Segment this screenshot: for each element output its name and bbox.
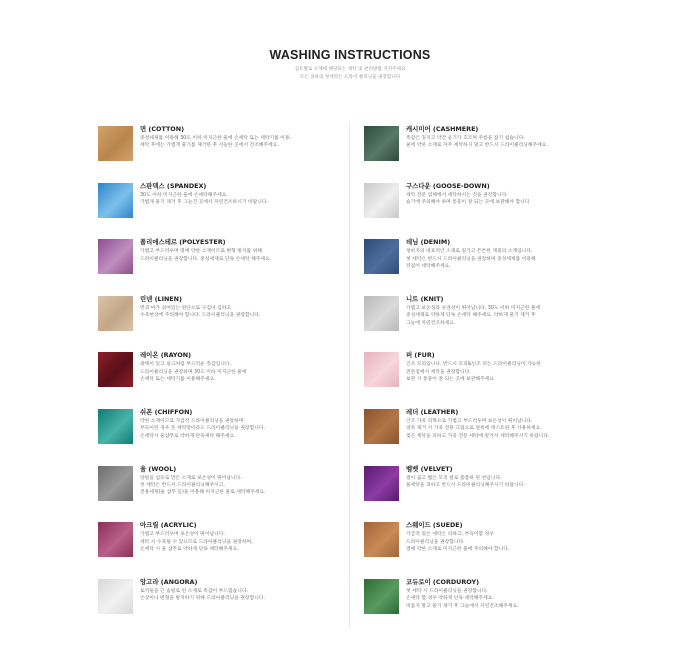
fabric-swatch-image: [98, 409, 133, 444]
description-line: 토끼털을 긴 솜털로 된 소재로 촉감이 부드럽습니다.: [140, 588, 248, 594]
description-line: 비틀지 말고 물기 제거 후 그늘에서 자연건조해주세요.: [406, 603, 519, 609]
description-line: 첫 세탁은 반드시 드라이클리닝해주시고,: [140, 483, 225, 488]
description-line: 청바지의 대표적인 소재로 질기고 튼튼한 재질의 소재입니다.: [406, 249, 533, 255]
fabric-item-rayon: [98, 348, 388, 388]
description-line: 전용세제(울 샴푸 등)을 이용해 미지근한 물로 세탁해주세요.: [140, 490, 266, 496]
description-line: 중성세제를 이용해 30도 이하 미지근한 물에 손세탁 또는 세탁기를 이용.: [140, 136, 292, 141]
fabric-swatch-image: [364, 126, 399, 161]
fabric-swatch-image: [98, 126, 133, 161]
description-line: 중성세제로 약하게 단독 손세탁 해주세요. 약하게 물기 제거 후: [406, 313, 536, 319]
description-line: 드라이클리닝을 권장합니다.: [406, 539, 465, 545]
fabric-item-velvet: [364, 462, 654, 502]
description-line: 보관 시 통풍이 잘 되는 곳에 보관해주세요: [406, 377, 494, 383]
fabric-swatch-image: [98, 466, 133, 501]
fabric-title: 벨벳 (VELVET): [406, 464, 453, 473]
fabric-title: 퍼 (FUR): [406, 351, 435, 360]
description-line: 약한 소재이므로 가급적 드라이클리닝을 권장하며: [140, 419, 244, 424]
fabric-item-fur: [364, 348, 654, 388]
fabric-item-angora: [98, 575, 388, 615]
fabric-title: 아크릴 (ACRYLIC): [140, 521, 197, 530]
fabric-swatch-image: [98, 522, 133, 557]
description-line: 얼룩 제거 시 가죽 전용 크림으로 얼룩에 테스트한 후 사용하세요.: [406, 426, 542, 432]
fabric-title: 레이온 (RAYON): [140, 351, 192, 360]
description-line: 면과 마가 섞여있는 원단으로 구김이 심하고: [140, 305, 232, 311]
fabric-description: [406, 531, 646, 553]
description-line: 부득이한 경우 옷 세탁망이라도 드라이클리닝을 권장합니다.: [140, 426, 265, 432]
fabric-description: [140, 418, 380, 440]
fabric-title: 앙고라 (ANGORA): [140, 577, 198, 586]
fabric-item-wool: [98, 462, 388, 502]
fabric-swatch-image: [98, 296, 133, 331]
description-line: 가볍게 물기 제거 후 그늘진 곳에서 자연건조하시기 바랍니다.: [140, 200, 269, 205]
description-line: 인조 모피입니다. 반드시 모피&인조 퍼는 드라이클리닝이 가능한: [406, 362, 541, 368]
fabric-item-spandex: [98, 179, 388, 219]
description-line: 첫 세탁 시 드라이클리닝을 권장합니다.: [406, 588, 488, 594]
fabric-item-knit: [364, 292, 654, 332]
fabric-description: [140, 135, 380, 150]
fabric-description: [140, 475, 380, 497]
fabric-swatch-image: [98, 579, 133, 614]
description-line: 습기에 주의해야 하며 통풍이 잘 되는 곳에 보관해야 합니다: [406, 200, 530, 205]
fabric-item-denim: [364, 235, 654, 275]
fabric-swatch-image: [364, 296, 399, 331]
fabric-title: 데님 (DENIM): [406, 238, 451, 247]
fabric-description: [140, 531, 380, 553]
description-line: 첫 세탁은 반드시 드라이클리닝을 권장하며 중성세제를 이용해: [406, 256, 536, 262]
fabric-swatch-image: [364, 352, 399, 387]
description-line: 손상이나 변형을 방지하기 위해 드라이클리닝을 권장합니다.: [140, 596, 265, 602]
fabric-description: [140, 192, 380, 207]
description-line: 30도 이하 미지근한 물에 손세탁해주세요.: [140, 192, 228, 198]
fabric-swatch-image: [98, 183, 133, 218]
description-line: 세탁 후에는 가볍게 물기를 제거한 후 서늘한 곳에서 건조해주세요.: [140, 143, 279, 149]
description-line: 드라이클리닝을 권장하며 30도 이하 미지근한 물에: [140, 369, 247, 375]
description-line: 전문점에서 세탁을 권장합니다.: [406, 369, 471, 375]
description-line: 젖은 세탁을 피하고 가죽 전문 세탁에 맡겨서 세탁해주시기 바랍니다.: [406, 433, 550, 439]
description-line: 수축현상에 주의해야 합니다. 드라이클리닝을 권장합니다.: [140, 313, 261, 319]
description-line: 열에 약한 소재로 미지근한 물에 주의해야 합니다.: [406, 547, 510, 552]
fabric-description: [406, 192, 646, 207]
description-line: 결이 곱고 짧은 모직 털로 촘촘하 된 천입니다.: [406, 475, 502, 481]
fabric-item-linen: [98, 292, 388, 332]
fabric-item-acrylic: [98, 518, 388, 558]
fabric-swatch-image: [364, 466, 399, 501]
fabric-description: [406, 588, 646, 610]
fabric-title: 스웨이드 (SUEDE): [406, 521, 463, 530]
description-line: 손세탁 시 울 샴푸로 약하게 단독 세탁해주세요.: [140, 547, 239, 552]
description-line: 드라이클리닝을 권장합니다. 중성세제로 단독 손세탁 해주세요.: [140, 256, 272, 262]
fabric-swatch-image: [364, 183, 399, 218]
fabric-swatch-image: [364, 579, 399, 614]
fabric-description: [406, 475, 646, 490]
subtitle-line-1: 섬유별로 소재에 해당되는 세탁 및 관리방법 지켜주세요: [294, 67, 406, 72]
fabric-swatch-image: [364, 409, 399, 444]
fabric-description: [140, 305, 380, 320]
fabric-swatch-image: [98, 239, 133, 274]
fabric-item-suede: [364, 518, 654, 558]
fabric-item-leather: [364, 405, 654, 445]
subtitle-line-2: 모든 의류의 첫세탁은 드라이 클리닝을 권장합니다: [299, 75, 401, 80]
fabric-description: [140, 361, 380, 383]
description-line: 뒤집어 세탁해주세요.: [406, 264, 451, 269]
fabric-description: [406, 248, 646, 270]
page-subtitle: [0, 66, 700, 82]
fabric-description: [140, 248, 380, 263]
fabric-description: [406, 418, 646, 440]
fabric-item-cotton: [98, 122, 388, 162]
page-title: WASHING INSTRUCTIONS: [269, 48, 431, 62]
description-line: 물세탁을 피하고 반드시 드라이클리닝해주시기 바랍니다.: [406, 483, 525, 488]
description-line: 물에 약한 소재로 자주 세탁하지 말고 반드시 드라이클리닝해주세요.: [406, 143, 548, 149]
description-line: 광택이 있고 실크처럼 부드러운 촉감입니다.: [140, 362, 232, 368]
description-line: 세탁 시 수축될 수 있으므로 드라이클리닝을 권장하며,: [140, 539, 253, 545]
description-line: 세탁 전문 업체에서 세탁하시는 것을 권장합니다.: [406, 192, 508, 198]
description-line: 손세탁 또는 세탁기를 이용해주세요.: [140, 377, 216, 383]
fabric-item-goose-down: [364, 179, 654, 219]
fabric-swatch-image: [364, 522, 399, 557]
fabric-swatch-image: [364, 239, 399, 274]
fabric-swatch-image: [98, 352, 133, 387]
fabric-title: 폴리에스테르 (POLYESTER): [140, 238, 226, 247]
fabric-title: 레더 (LEATHER): [406, 408, 459, 416]
description-line: 가볍고 부드러우며 열에 약한 소재이므로 변형 방지를 위해: [140, 249, 262, 255]
fabric-item-polyester: [98, 235, 388, 275]
fabric-description: [406, 361, 646, 383]
fabric-title: 니트 (KNIT): [406, 294, 444, 303]
description-line: 손세탁시 울샴푸로 약하게 단독세탁 해주세요.: [140, 433, 236, 439]
fabric-item-corduroy: [364, 575, 654, 615]
fabric-item-cashmere: [364, 122, 654, 162]
description-line: 촉감은 짙지고 약간 윤기가 흐르며 주름을 잡기 쉽습니다.: [406, 136, 525, 141]
fabric-description: [406, 305, 646, 327]
fabric-title: 캐시미어 (CASHMERE): [406, 125, 479, 133]
fabric-title: 울 (WOOL): [140, 464, 177, 473]
description-line: 손세탁 할 경우 약하게 단독 세탁해주세요.: [406, 596, 494, 602]
fabric-description: [140, 588, 380, 603]
description-line: 인조 가죽 피혁으로 가볍고 부드러우며 보온성이 뛰어납니다.: [406, 419, 533, 424]
fabric-item-chiffon: [98, 405, 388, 445]
fabric-title: 코듀로이 (CORDUROY): [406, 577, 480, 586]
fabric-title: 스판덱스 (SPANDEX): [140, 181, 207, 190]
fabric-description: [406, 135, 646, 150]
description-line: 가볍고 부드러우며 보온성이 뛰어납니다.: [140, 532, 225, 538]
fabric-title: 면 (COTTON): [140, 125, 185, 133]
fabric-title: 구스다운 (GOOSE-DOWN): [406, 181, 490, 190]
fabric-title: 쉬폰 (CHIFFON): [140, 408, 193, 416]
description-line: 그늘에 자연건조하세요.: [406, 320, 456, 326]
description-line: 양털을 섬유로 만든 소재로 보온성이 뛰어납니다.: [140, 475, 242, 481]
fabric-title: 린넨 (LINEN): [140, 294, 182, 303]
description-line: 가볍고 보온성과 유연성이 뛰어납니다. 30도 이하 미지근한 물에: [406, 305, 541, 311]
description-line: 가급적 젖은 세탁은 피하고, 부득이할 경우: [406, 532, 494, 538]
